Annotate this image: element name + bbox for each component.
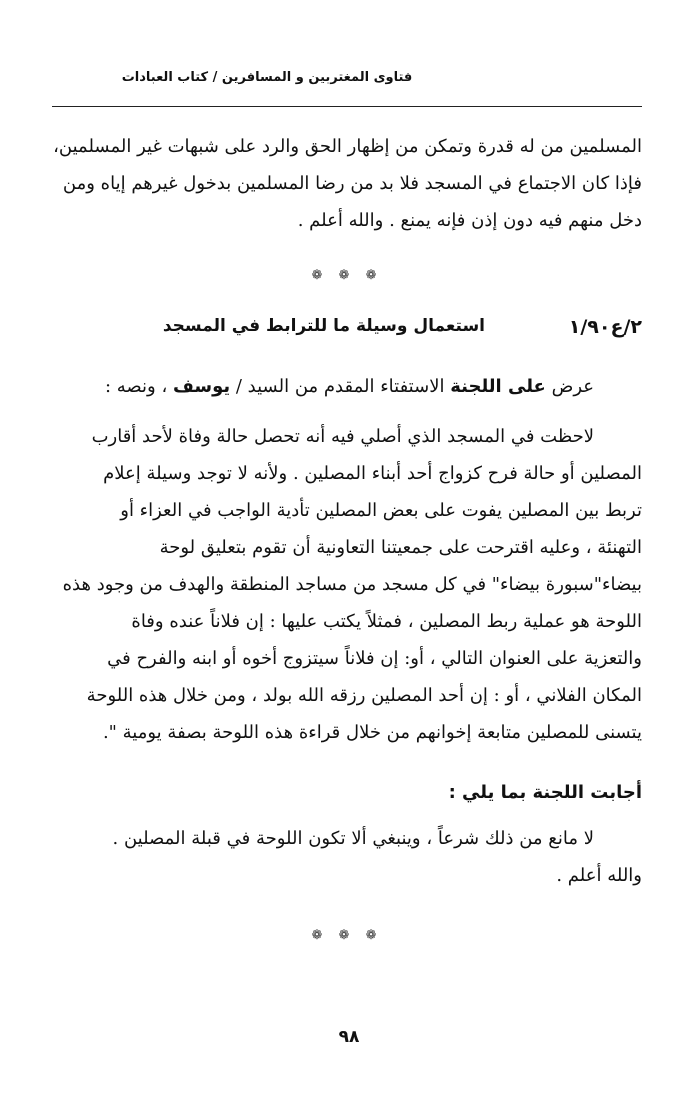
text-line: تربط بين المصلين يفوت على بعض المصلين تأدية الواجب في العزاء أو [120,500,642,521]
committee-label: على اللجنة [450,376,546,397]
intro-paragraph [52,128,642,239]
intro-text-after: ، ونصه : [104,376,173,397]
question-text [52,418,642,751]
asker-name: يوسف [172,376,231,397]
text-line: والله أعلم . [556,865,642,886]
answer-text [52,820,642,894]
text-line: المسلمين من له قدرة وتمكن من إظهار الحق والرد على شبهات غير المسلمين، [53,136,642,157]
fatwa-number: ٢/ع١/٩٠ [568,316,642,338]
header-divider [52,106,642,107]
text-line: المصلين أو حالة فرح كزواج أحد أبناء المصلين . ولأنه لا توجد وسيلة إعلام [103,463,642,484]
text-line: فإذا كان الاجتماع في المسجد فلا بد من رضا المسلمين بدخول غيرهم إياه ومن [62,173,642,194]
running-header: فتاوى المغتربين و المسافرين / كتاب العبادات [121,70,413,85]
text-line: لاحظت في المسجد الذي أصلي فيه أنه تحصل حالة وفاة لأحد أقارب [91,426,594,447]
text-line: بيضاء"سبورة بيضاء" في كل مسجد من مساجد المنطقة والهدف من وجود هذه [62,574,642,595]
text-line: التهنئة ، وعليه اقترحت على جمعيتنا التعاونية أن تقوم بتعليق لوحة [159,537,642,558]
intro-text-middle: الاستفتاء المقدم من السيد / [230,376,451,397]
text-line: والتعزية على العنوان التالي ، أو: إن فلاناً سيتزوج أخوه أو ابنه والفرح في [107,648,642,669]
section-ornament: ❁ ❁ ❁ [311,268,383,283]
text-line: اللوحة هو عملية ربط المصلين ، فمثلاً يكتب عليها : إن فلاناً عنده وفاة [131,611,642,632]
question-intro-line [52,368,642,405]
page-number: ٩٨ [338,1027,360,1047]
text-line: لا مانع من ذلك شرعاً ، وينبغي ألا تكون اللوحة في قبلة المصلين . [112,828,594,849]
fatwa-title: استعمال وسيلة ما للترابط في المسجد [162,316,485,336]
question-intro [52,368,642,405]
fatwa-title-row [52,316,642,346]
intro-text-before: عرض [545,376,594,397]
section-ornament: ❁ ❁ ❁ [311,928,383,943]
text-line: يتسنى للمصلين متابعة إخوانهم من خلال قراءة هذه اللوحة بصفة يومية ". [102,722,642,743]
text-line: المكان الفلاني ، أو : إن أحد المصلين رزقه الله بولد ، ومن خلال هذه اللوحة [86,685,642,706]
text-line: دخل منهم فيه دون إذن فإنه يمنع . والله أعلم . [297,210,642,231]
answer-heading: أجابت اللجنة بما يلي : [448,782,642,803]
